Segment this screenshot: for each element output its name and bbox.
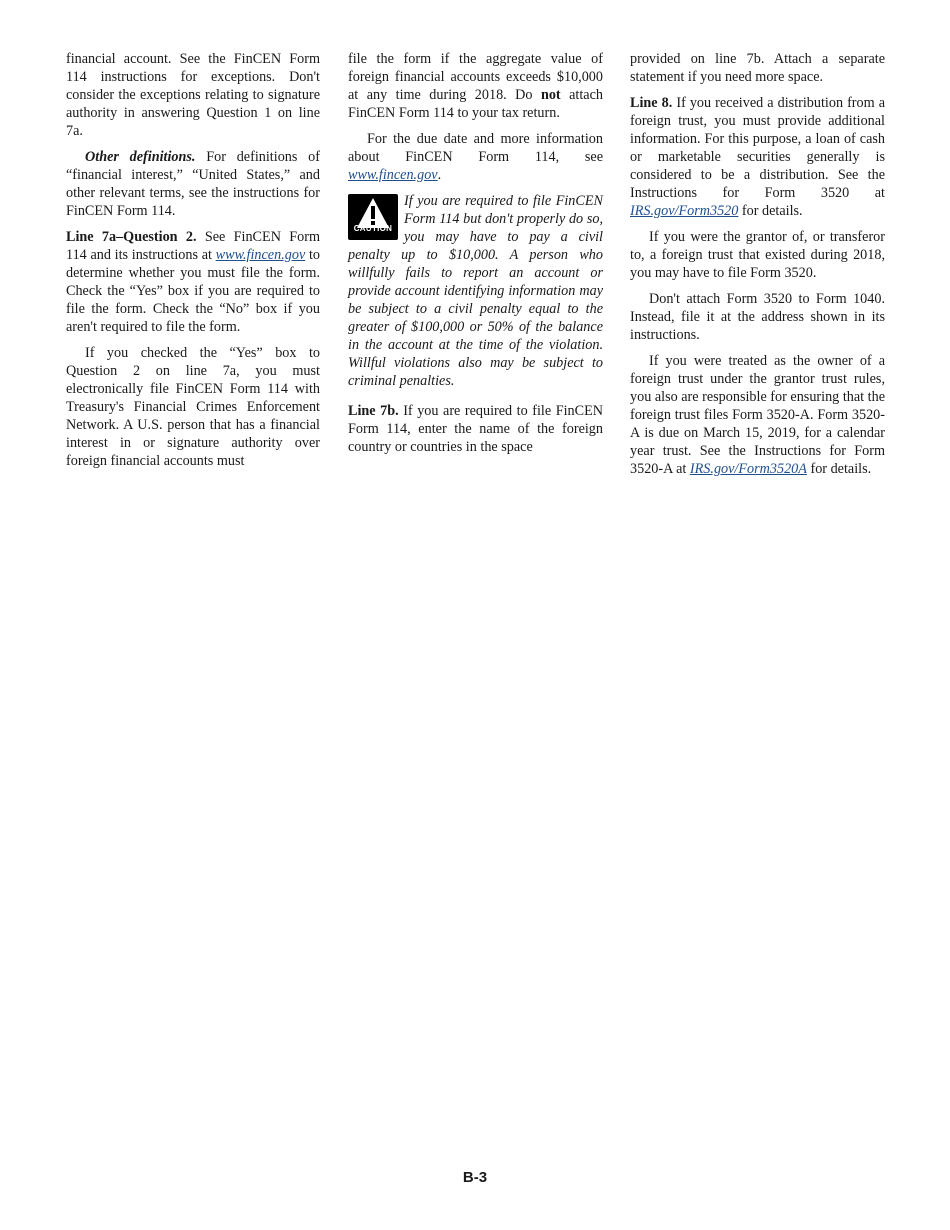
- paragraph-text: provided on line 7b. Attach a separate statement if you need more space.: [630, 51, 885, 85]
- caution-text: If you are required to file FinCEN Form 114 but don't properly do so, you may have to pay a civil penalty up to $10,000. A person who willfully fails to report an account or provide account identifying information may be subject to a civil penalty equal to the greater of $100,000 or 50% of the balance in the account at the time of the violation. Willful violations also may be subject to criminal penalties.: [348, 193, 603, 389]
- paragraph-line-8: [630, 94, 885, 220]
- column-middle: [348, 50, 603, 464]
- bold-not: not: [540, 87, 561, 103]
- form-3520a-link[interactable]: IRS.gov/Form3520A: [689, 461, 807, 477]
- paragraph-owner-trust: [630, 352, 885, 478]
- paragraph-line-7a-question-2: [66, 228, 320, 336]
- paragraph-text: If you checked the “Yes” box to Question 2 on line 7a, you must electronically file FinCEN Form 114 with Treasury's Financial Crimes Enforcement Network. A U.S. person that has a financial interest in or signature authority over foreign financial accounts must: [66, 345, 320, 469]
- paragraph-text: attach FinCEN Form 114 to your tax return.: [348, 87, 603, 121]
- paragraph-text: If you are required to file FinCEN Form 114, enter the name of the foreign country or countries in the space: [348, 403, 604, 455]
- paragraph-text: file the form if the aggregate value of foreign financial accounts exceeds $10,000 at any time during 2018. Do: [348, 51, 603, 103]
- paragraph-text: .: [437, 167, 442, 183]
- paragraph-text: If you received a distribution from a foreign trust, you must provide additional information. For this purpose, a loan of cash or marketable securities generally is considered to be a distribution. See the Instructions for Form 3520 at: [630, 95, 886, 201]
- paragraph-other-definitions: [66, 148, 320, 220]
- form-3520-link[interactable]: IRS.gov/Form3520: [630, 203, 739, 219]
- paragraph-exceptions: [66, 50, 320, 140]
- paragraph-text: For the due date and more information about FinCEN Form 114, see: [348, 131, 603, 165]
- paragraph-separate-statement: [630, 50, 885, 86]
- paragraph-text: If you were the grantor of, or transferor to, a foreign trust that existed during 2018, you may have to file Form 3520.: [630, 229, 885, 281]
- paragraph-grantor: [630, 228, 885, 282]
- paragraph-text: to determine whether you must file the form. Check the “Yes” box if you are required to file the form. Check the “No” box if you aren't required to file the form.: [66, 247, 320, 335]
- paragraph-text: financial account. See the FinCEN Form 114 instructions for exceptions. Don't consider the exceptions relating to signature authority in answering Question 1 on line 7a.: [66, 51, 320, 139]
- caution-label: CAUTION: [353, 224, 393, 233]
- column-left: [66, 50, 320, 478]
- caution-box: [348, 192, 603, 390]
- paragraph-yes-box: [66, 344, 320, 470]
- caution-icon: [348, 194, 398, 240]
- run-in-heading: Line 7b.: [348, 403, 399, 419]
- paragraph-text: for details.: [738, 203, 803, 219]
- column-right: [630, 50, 885, 486]
- paragraph-text: For definitions of “financial interest,” “United States,” and other relevant terms, see the instructions for FinCEN Form 114.: [66, 149, 320, 219]
- run-in-heading: Line 7a–Question 2.: [66, 229, 197, 245]
- paragraph-text: If you were treated as the owner of a foreign trust under the grantor trust rules, you also are responsible for ensuring that the foreign trust files Form 3520-A. Form 3520-A is due on March 15, 2019, for a calendar year trust. See the Instructions for Form 3520-A at: [630, 353, 885, 477]
- page-number: B-3: [462, 1169, 488, 1186]
- paragraph-dont-attach: [630, 290, 885, 344]
- paragraph-line-7b: [348, 402, 603, 456]
- paragraph-text: for details.: [806, 461, 872, 477]
- fincen-link[interactable]: www.fincen.gov: [215, 247, 306, 263]
- paragraph-text: See FinCEN Form 114 and its instructions at: [66, 229, 320, 263]
- paragraph-text: Don't attach Form 3520 to Form 1040. Instead, file it at the address shown in its instructions.: [630, 291, 885, 343]
- paragraph-due-date: [348, 130, 603, 184]
- run-in-heading: Line 8.: [630, 95, 673, 111]
- run-in-heading: Other definitions.: [85, 149, 196, 165]
- paragraph-aggregate-value: [348, 50, 603, 122]
- fincen-link[interactable]: www.fincen.gov: [348, 167, 438, 183]
